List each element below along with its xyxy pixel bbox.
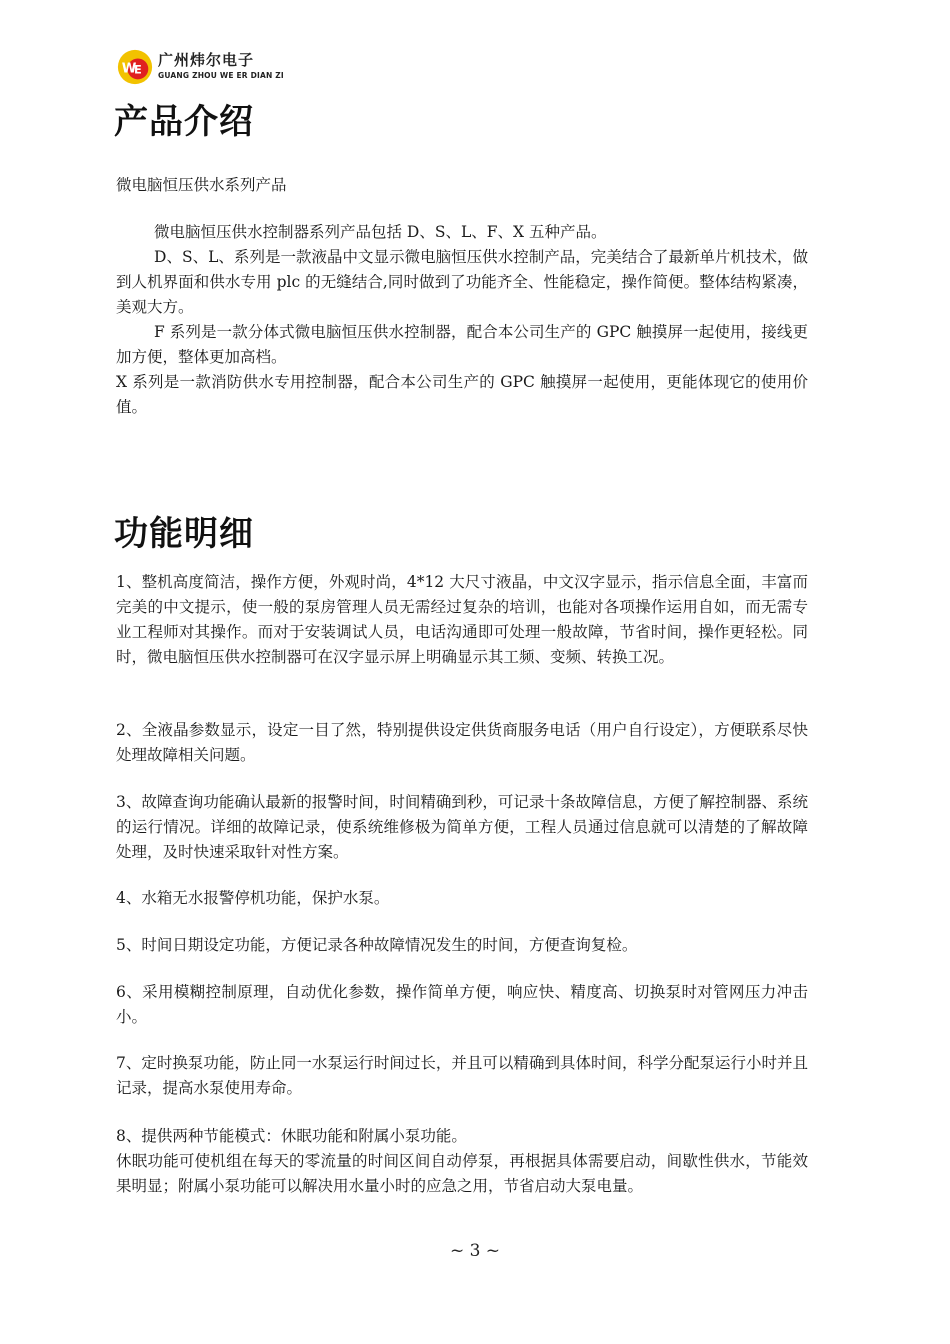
svg-text:E: E [134, 62, 142, 77]
function-item-2: 2、全液晶参数显示，设定一目了然，特别提供设定供货商服务电话（用户自行设定），方便联系尽快处理故障相关问题。 [116, 721, 808, 764]
function-item-5: 5、时间日期设定功能，方便记录各种故障情况发生的时间，方便查询复检。 [116, 936, 638, 954]
company-logo [116, 46, 284, 88]
company-name-en: GUANG ZHOU WE ER DIAN ZI [158, 71, 284, 80]
function-item-3: 3、故障查询功能确认最新的报警时间，时间精确到秒，可记录十条故障信息，方便了解控制器、系统的运行情况。详细的故障记录，使系统维修极为简单方便，工程人员通过信息就可以清楚的了解故障处理，及时快速采取针对性方案。 [116, 793, 808, 861]
function-item-1: 1、整机高度简洁，操作方便，外观时尚，4*12 大尺寸液晶，中文汉字显示，指示信息全面，丰富而完美的中文提示，使一般的泵房管理人员无需经过复杂的培训，也能对各项操作运用自如，而无需专业工程师对其操作。而对于安装调试人员，电话沟通即可处理一般故障，节省时间，操作更轻松。同时，微电脑恒压供水控制器可在汉字显示屏上明确显示其工频、变频、转换工况。 [116, 573, 808, 666]
intro-paragraph-4: X 系列是一款消防供水专用控制器，配合本公司生产的 GPC 触摸屏一起使用，更能体现它的使用价值。 [116, 373, 808, 416]
function-item-6: 6、采用模糊控制原理，自动优化参数，操作简单方便，响应快、精度高、切换泵时对管网压力冲击小。 [116, 983, 808, 1026]
function-item-8-detail: 休眠功能可使机组在每天的零流量的时间区间自动停泵，再根据具体需要启动，间歇性供水，节能效果明显；附属小泵功能可以解决用水量小时的应急之用，节省启动大泵电量。 [116, 1152, 808, 1195]
company-name-cn: 广州炜尔电子 [158, 51, 255, 69]
page-number: ~ 3 ~ [449, 1241, 501, 1261]
section-subtitle: 微电脑恒压供水系列产品 [116, 176, 287, 194]
intro-paragraph-3: F 系列是一款分体式微电脑恒压供水控制器，配合本公司生产的 GPC 触摸屏一起使用，接线更加方便，整体更加高档。 [116, 323, 808, 366]
section-title-function-details: 功能明细 [114, 514, 254, 554]
intro-paragraph-1: 微电脑恒压供水控制器系列产品包括 D、S、L、F、X 五种产品。 [154, 223, 607, 241]
svg-text:W: W [121, 61, 137, 77]
section-title-product-intro: 产品介绍 [114, 102, 254, 142]
intro-paragraph-2: D、S、L、系列是一款液晶中文显示微电脑恒压供水控制产品，完美结合了最新单片机技术，做到人机界面和供水专用 plc 的无缝结合,同时做到了功能齐全、性能稳定，操作简便。整体结构紧凑，美观大方。 [116, 248, 808, 316]
function-item-7: 7、定时换泵功能，防止同一水泵运行时间过长，并且可以精确到具体时间，科学分配泵运行小时并且记录，提高水泵使用寿命。 [116, 1054, 808, 1097]
we-logo-icon [116, 48, 154, 86]
function-item-4: 4、水箱无水报警停机功能，保护水泵。 [116, 889, 390, 907]
function-item-8: 8、提供两种节能模式：休眠功能和附属小泵功能。 [116, 1127, 467, 1145]
